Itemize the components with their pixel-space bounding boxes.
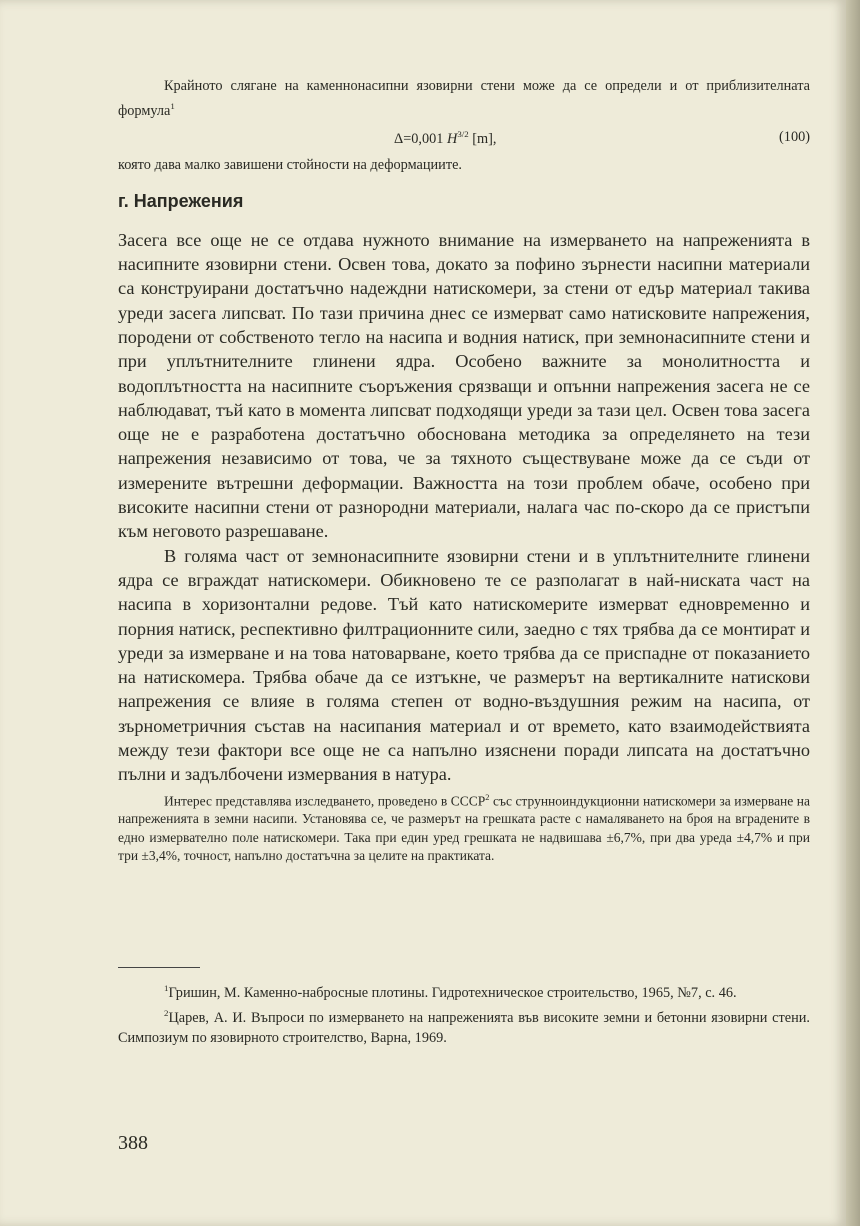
intro-footnote-ref: 1 [170,101,175,111]
page-content [118,76,810,1048]
page-edge [846,0,860,1226]
section-title: г. Напрежения [118,190,244,211]
note-paragraph: Интерес представлява изследването, проведено в СССР$^2$ със струнноиндукционни натискомери за измерване на напреженията в земни насипи. Установява се, че размерът на грешката расте с намаляването на броя на вградените в едно измервателно поле натискомери. Така при един уред грешката не надвишава ±6,7%, при два уреда ±4,7% и при три ±3,4%, точност, напълно достатъчна за целите на практиката. [118,792,810,863]
note-footnote-ref: 2 [485,792,490,802]
formula-row [118,121,810,155]
page-number: 388 [118,1132,148,1154]
footnote: $^2$Царев, А. И. Въпроси по измерването на напреженията във високите земни и бетонни язовирни стени. Симпозиум по язовирното строителство, Варна, 1969. [118,1008,810,1046]
footnote: $^1$Гришин, М. Каменно-набросные плотины. Гидротехническое строительство, 1965, №7, с. 46. [164,983,737,1002]
footnote-divider [118,967,200,968]
intro-text: Крайното слягане на каменнонасипни язовирни стени може да се определи и от приблизителната формула$^1$ [118,78,810,119]
paragraph: Засега все още не се отдава нужното внимание на измерването на напреженията в насипните язовирни стени. Освен това, докато за пофино зърнести насипни материали са конструирани достатъчно надеждни натискомери, за стени от едър материал такива уреди засега липсват. По тази причина днес се измерват само натисковите напрежения, породени от собственото тегло на насипа и водния натиск, при земнонасипните стени и при уплътнителните глинени ядра. Особено важните за монолитността и водоплътността на насипните съоръжения срязващи и опънни напрежения засега не се наблюдават, тъй като в момента липсват подходящи уреди за тази цел. Освен това засега още не е разработена достатъчно обоснована методика за определянето на тези напрежения независимо от това, че за тяхното съществуване може да се съди от измерените вътрешни деформации. Важността на този проблем обаче, особено при високите насипни стени от разнородни материали, налага час по-скоро да се пристъпи към неговото разрешаване. [118,229,810,542]
formula-number: (100) [779,128,810,145]
paragraph: В голяма част от земнонасипните язовирни стени и в уплътнителните глинени ядра се вграждат натискомери. Обикновено те се разполагат в най-ниската част на насипа в хоризонтални редове. Тъй като натискомерите измерват едновременно и порния натиск, респективно филтрационните сили, заедно с тях трябва да се монтират и уреди за измерване и на това натоварване, което трябва да се приспадне от показанието на натискомера. Трябва обаче да се изтъкне, че размерът на вертикалните натискови напрежения се влияе в голяма степен от водно-въздушния режим на насипа, от зърнометричния състав на насипания материал и от времето, като взаимодействията между тези фактори все още не са напълно изяснени поради липсата на достатъчно пълни и задълбочени измервания в натура. [118,545,810,785]
after-formula-text: която дава малко завишени стойности на деформациите. [118,156,462,173]
formula: Δ=0,001 $H^{3/2}$ [m], [394,128,497,147]
